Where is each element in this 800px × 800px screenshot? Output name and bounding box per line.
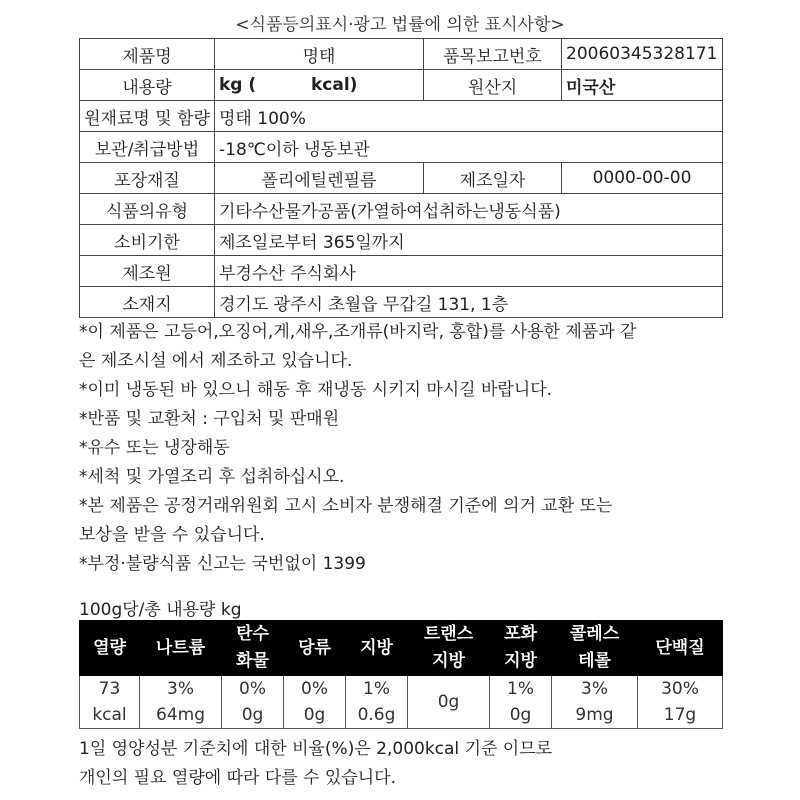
notice-line: *유수 또는 냉장해동 — [79, 438, 230, 458]
address-value: 경기도 광주시 초월읍 무갑길 131, 1층 — [215, 287, 723, 318]
origin-value: 미국산 — [562, 70, 723, 101]
row-food-type — [80, 194, 723, 225]
sat-fat-amount: 0g — [490, 702, 552, 729]
row-manufacturer — [80, 256, 723, 287]
food-type-label: 식품의유형 — [80, 194, 215, 225]
header-chol-line1: 콜레스 — [569, 624, 620, 644]
header-sat-line1: 포화 — [504, 624, 537, 644]
product-name-value: 명태 — [215, 39, 424, 70]
header-carbs — [222, 620, 284, 676]
product-name-label: 제품명 — [80, 39, 215, 70]
nutrition-percent-row — [80, 676, 723, 702]
header-trans-fat — [408, 620, 490, 676]
header-calories: 열량 — [80, 620, 140, 676]
volume-kcal: kcal) — [311, 75, 358, 95]
packaging-label: 포장재질 — [80, 163, 215, 194]
nutrition-amount-row — [80, 702, 723, 729]
fat-percent: 1% — [346, 676, 408, 702]
header-sugars: 당류 — [284, 620, 346, 676]
sat-fat-percent: 1% — [490, 676, 552, 702]
header-carbs-line2: 화물 — [236, 651, 269, 671]
row-address — [80, 287, 723, 318]
header-saturated-fat — [490, 620, 552, 676]
expiry-value: 제조일로부터 365일까지 — [215, 225, 723, 256]
sugars-amount: 0g — [284, 702, 346, 729]
storage-label: 보관/취급방법 — [80, 132, 215, 163]
notice-line: 보상을 받을 수 있습니다. — [79, 525, 265, 545]
row-expiry — [80, 225, 723, 256]
protein-amount: 17g — [638, 702, 723, 729]
header-carbs-line1: 탄수 — [236, 624, 269, 644]
protein-percent: 30% — [638, 676, 723, 702]
storage-value: -18℃이하 냉동보관 — [215, 132, 723, 163]
fat-amount: 0.6g — [346, 702, 408, 729]
notice-block — [79, 318, 722, 579]
footnote-line-2: 개인의 필요 열량에 따라 다를 수 있습니다. — [79, 768, 397, 788]
notice-line: *세척 및 가열조리 후 섭취하십시오. — [79, 467, 345, 487]
manufacturer-value: 부경수산 주식회사 — [215, 256, 723, 287]
header-sodium: 나트륨 — [140, 620, 222, 676]
packaging-value: 폴리에틸렌필름 — [215, 163, 424, 194]
nutrition-table — [79, 620, 723, 729]
notice-line: *본 제품은 공정거래위원회 고시 소비자 분쟁해결 기준에 의거 교환 또는 — [79, 496, 613, 516]
mfg-date-label: 제조일자 — [424, 163, 562, 194]
carbs-percent: 0% — [222, 676, 284, 702]
row-ingredients — [80, 101, 723, 132]
row-volume — [80, 70, 723, 101]
notice-line: 은 제조시설 에서 제조하고 있습니다. — [79, 351, 353, 371]
sodium-percent: 3% — [140, 676, 222, 702]
calories-value: 73 — [80, 676, 140, 702]
cholesterol-percent: 3% — [552, 676, 638, 702]
header-trans-line2: 지방 — [432, 651, 465, 671]
header-trans-line1: 트랜스 — [423, 624, 474, 644]
food-type-value: 기타수산물가공품(가열하여섭취하는냉동식품) — [215, 194, 723, 225]
notice-line: *이미 냉동된 바 있으니 해동 후 재냉동 시키지 마시길 바랍니다. — [79, 380, 553, 400]
label-title: <식품등의표시·광고 법률에 의한 표시사항> — [235, 15, 565, 35]
carbs-amount: 0g — [222, 702, 284, 729]
ingredients-value: 명태 100% — [215, 101, 723, 132]
ingredients-label: 원재료명 및 함량 — [80, 101, 215, 132]
nutrition-footnote — [79, 735, 552, 793]
address-label: 소재지 — [80, 287, 215, 318]
expiry-label: 소비기한 — [80, 225, 215, 256]
cholesterol-amount: 9mg — [552, 702, 638, 729]
report-no-value: 20060345328171 — [562, 39, 723, 70]
notice-line: *부정·불량식품 신고는 국번없이 1399 — [79, 554, 366, 574]
footnote-line-1: 1일 영양성분 기준치에 대한 비율(%)은 2,000kcal 기준 이므로 — [79, 739, 553, 759]
info-table — [79, 38, 723, 318]
report-no-label: 품목보고번호 — [424, 39, 562, 70]
volume-kg: kg ( — [219, 75, 257, 95]
notice-line: *이 제품은 고등어,오징어,게,새우,조개류(바지락, 홍합)를 사용한 제품과 같 — [79, 322, 637, 342]
row-product-name — [80, 39, 723, 70]
header-chol-line2: 테롤 — [578, 651, 611, 671]
sodium-amount: 64mg — [140, 702, 222, 729]
origin-label: 원산지 — [424, 70, 562, 101]
sugars-percent: 0% — [284, 676, 346, 702]
manufacturer-label: 제조원 — [80, 256, 215, 287]
header-cholesterol — [552, 620, 638, 676]
row-packaging — [80, 163, 723, 194]
header-fat: 지방 — [346, 620, 408, 676]
volume-value — [215, 70, 424, 101]
row-storage — [80, 132, 723, 163]
nutrition-header-row — [80, 620, 723, 676]
volume-label: 내용량 — [80, 70, 215, 101]
header-sat-line2: 지방 — [504, 651, 537, 671]
mfg-date-value: 0000-00-00 — [562, 163, 723, 194]
calories-unit: kcal — [80, 702, 140, 729]
header-protein: 단백질 — [638, 620, 723, 676]
nutrition-per-label: 100g당/총 내용량 kg — [79, 600, 242, 620]
notice-line: *반품 및 교환처 : 구입처 및 판매원 — [79, 409, 340, 429]
trans-fat-value: 0g — [408, 676, 490, 729]
